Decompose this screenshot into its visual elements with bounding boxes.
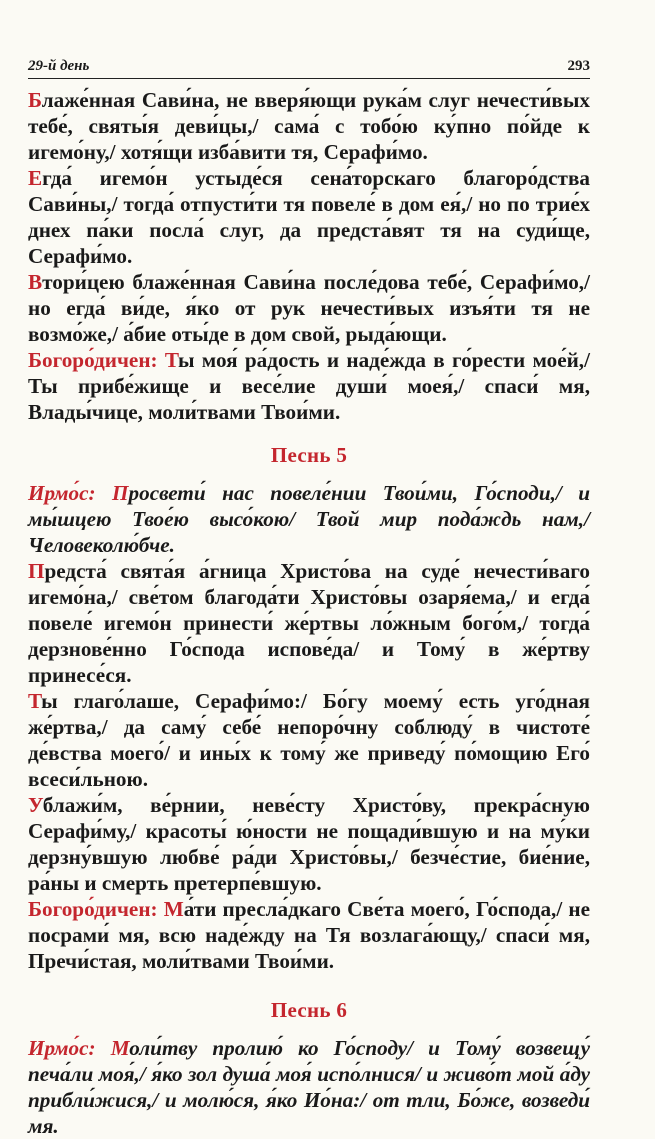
irmos-6: Ирмо́с: Моли́тву пролию́ ко Го́споду/ и Тому́ возвещу́ печа́ли моя́,/ я́ко зол душа́ моя́ испо́лнися/ и живо́т мой а́ду прибли́жися,/ и молю́ся, я́ко Ио́на:/ от тли, Бо́же, возведи́ мя. <box>28 1036 590 1138</box>
troparion-1: Блаже́нная Сави́на, не вверя́ющи рука́м слуг нечести́вых тебе́, святы́я деви́цы,/ сама́ с тобо́ю ку́пно по́йде к игемо́ну,/ хотя́щи изба́вити тя, Серафи́мо. <box>28 88 590 164</box>
song-5-heading: Песнь 5 <box>270 443 348 467</box>
drop-letter: П <box>112 481 129 505</box>
drop-letter: Б <box>28 88 42 112</box>
book-page <box>28 58 590 1139</box>
drop-letter: В <box>28 270 43 294</box>
irmos-label: Ирмо́с: <box>28 1036 111 1060</box>
drop-letter: Е <box>28 166 43 190</box>
drop-letter: У <box>28 793 43 817</box>
theotokion-5: Богоро́дичен: Ма́ти пресла́дкаго Све́та моего́, Го́спода,/ не посрами́ мя, всю наде́жду на Тя возлага́ющу,/ спаси́ мя, Пречи́стая, моли́твами Твои́ми. <box>28 897 590 973</box>
drop-letter: Т <box>28 689 42 713</box>
drop-letter: Т <box>164 348 178 372</box>
irmos-5: Ирмо́с: Просвети́ нас повеле́нии Твои́ми, Го́споди,/ и мы́шцею Твое́ю высо́кою/ Твой мир пода́ждь нам,/ Человеколю́бче. <box>28 481 590 557</box>
troparion-5-1: Предста́ свята́я а́гница Христо́ва на суде́ нечести́ваго игемо́на,/ све́том благода́ти Христо́вы озаря́ема,/ и егда́ повеле́ игемо́н принести́ же́ртвы ло́жным бого́м,/ тогда́ дерзнове́нно Го́спода испове́да/ и Тому́ в же́ртву принесе́ся. <box>28 559 590 687</box>
page-header <box>28 58 590 79</box>
song-6-heading: Песнь 6 <box>270 998 348 1022</box>
troparion-3: Втори́цею блаже́нная Сави́на после́дова тебе́, Серафи́мо,/ но егда́ ви́де, я́ко от рук нечести́вых изъя́ти тя не возмо́же,/ а́бие оты́де в дом свой, рыда́ющи. <box>28 270 590 346</box>
drop-letter: П <box>28 559 45 583</box>
theotokion-label: Богоро́дичен: <box>28 897 164 921</box>
troparion-5-2: Ты глаго́лаше, Серафи́мо:/ Бо́гу моему́ есть уго́дная же́ртва,/ да саму́ себе́ непоро́чну соблюду́ в чистоте́ де́вства моего́/ и ины́х к тому́ же приведу́ по́мощию Его́ всеси́льною. <box>28 689 590 791</box>
troparion-5-3: Ублажи́м, ве́рнии, неве́сту Христо́ву, прекра́сную Серафи́му,/ красоты́ ю́ности не пощади́вшую и на му́ки дерзну́вшую любве́ ра́ди Христо́вы,/ безче́стие, бие́ние, ра́ны и смерть претерпе́вшую. <box>28 793 590 895</box>
running-head: 29-й день <box>28 58 90 74</box>
page-number: 293 <box>567 58 590 74</box>
theotokion-4: Богоро́дичен: Ты моя́ ра́дость и наде́жда в го́рести мое́й,/ Ты прибе́жище и весе́лие души́ моея́,/ спаси́ мя, Влады́чице, моли́твами Твои́ми. <box>28 348 590 424</box>
drop-letter: М <box>163 897 184 921</box>
troparion-2: Егда́ игемо́н устыде́ся сена́торскаго благоро́дства Сави́ны,/ тогда́ отпусти́ти тя повеле́ в дом ея́,/ но по трие́х днех па́ки посла́ слуг, да предста́вят тя на суди́ще, Серафи́мо. <box>28 166 590 268</box>
drop-letter: М <box>110 1036 130 1060</box>
theotokion-label: Богоро́дичен: <box>28 348 165 372</box>
irmos-label: Ирмо́с: <box>28 481 113 505</box>
